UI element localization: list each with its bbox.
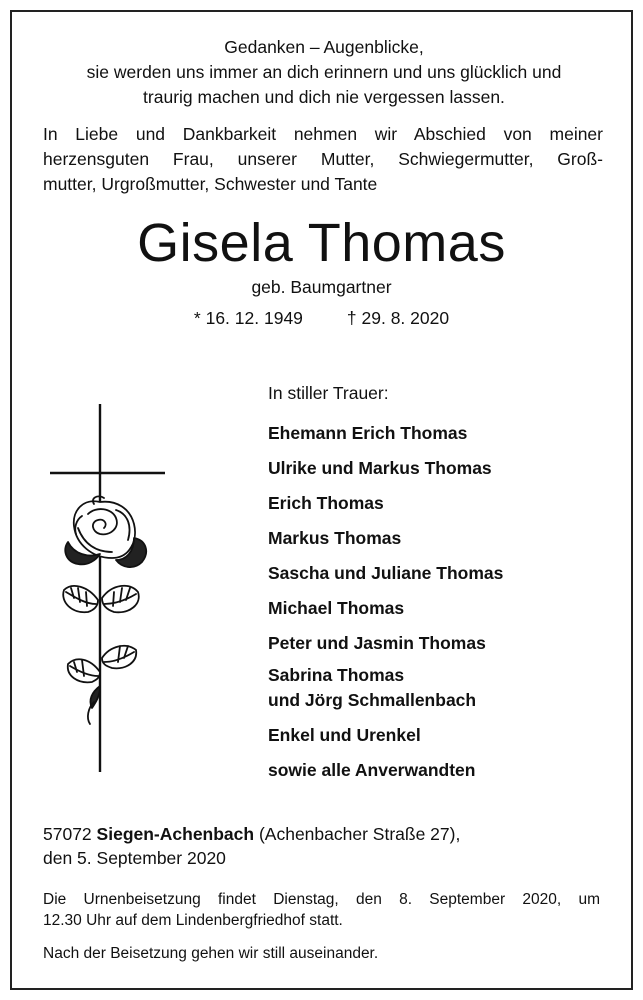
street-address: (Achenbacher Straße 27), [258,824,461,844]
closing-note: Nach der Beisetzung gehen wir still auseinander. [43,945,379,962]
memorial-poem [34,35,614,110]
burial-line: 12.30 Uhr auf dem Lindenbergfriedhof statt. [43,912,343,929]
intro-line: herzensguten Frau, unserer Mutter, Schwiegermutter, Groß- [43,149,603,169]
mourner-name: Ehemann Erich Thomas [268,423,468,443]
notice-date: den 5. September 2020 [43,848,226,868]
poem-line: Gedanken – Augenblicke, [224,37,424,57]
mourner-name: Erich Thomas [268,493,384,513]
mourner-name: Sabrina Thomas [268,665,405,685]
mourner-name: Enkel und Urenkel [268,725,421,745]
postal-code: 57072 [43,824,92,844]
mourner-name: sowie alle Anverwandten [268,760,476,780]
mourner-name: Markus Thomas [268,528,402,548]
mourner-name: Ulrike und Markus Thomas [268,458,492,478]
burial-info [43,889,600,931]
mourner-name: Michael Thomas [268,598,405,618]
life-dates [0,306,643,330]
mourner-name: Peter und Jasmin Thomas [268,633,486,653]
mourner-name: und Jörg Schmallenbach [268,690,477,710]
farewell-intro [43,122,603,197]
intro-line: mutter, Urgroßmutter, Schwester und Tante [43,174,378,194]
death-date: † 29. 8. 2020 [346,308,450,328]
mourning-label: In stiller Trauer: [268,383,389,403]
intro-line: In Liebe und Dankbarkeit nehmen wir Abschied von meiner [43,124,603,144]
birth-name: geb. Baumgartner [251,277,392,297]
poem-line: traurig machen und dich nie vergessen lassen. [143,87,505,107]
cross-rose-illustration [38,402,173,777]
town-name: Siegen-Achenbach [96,824,255,844]
rose-icon [63,496,146,724]
mourner-name: Sascha und Juliane Thomas [268,563,504,583]
burial-line: Die Urnenbeisetzung findet Dienstag, den 8. September 2020, um [43,891,600,908]
address-line [43,822,460,846]
deceased-name: Gisela Thomas [137,213,506,273]
place-and-date [43,822,460,870]
poem-line: sie werden uns immer an dich erinnern und uns glücklich und [86,62,562,82]
birth-date: * 16. 12. 1949 [193,308,303,328]
